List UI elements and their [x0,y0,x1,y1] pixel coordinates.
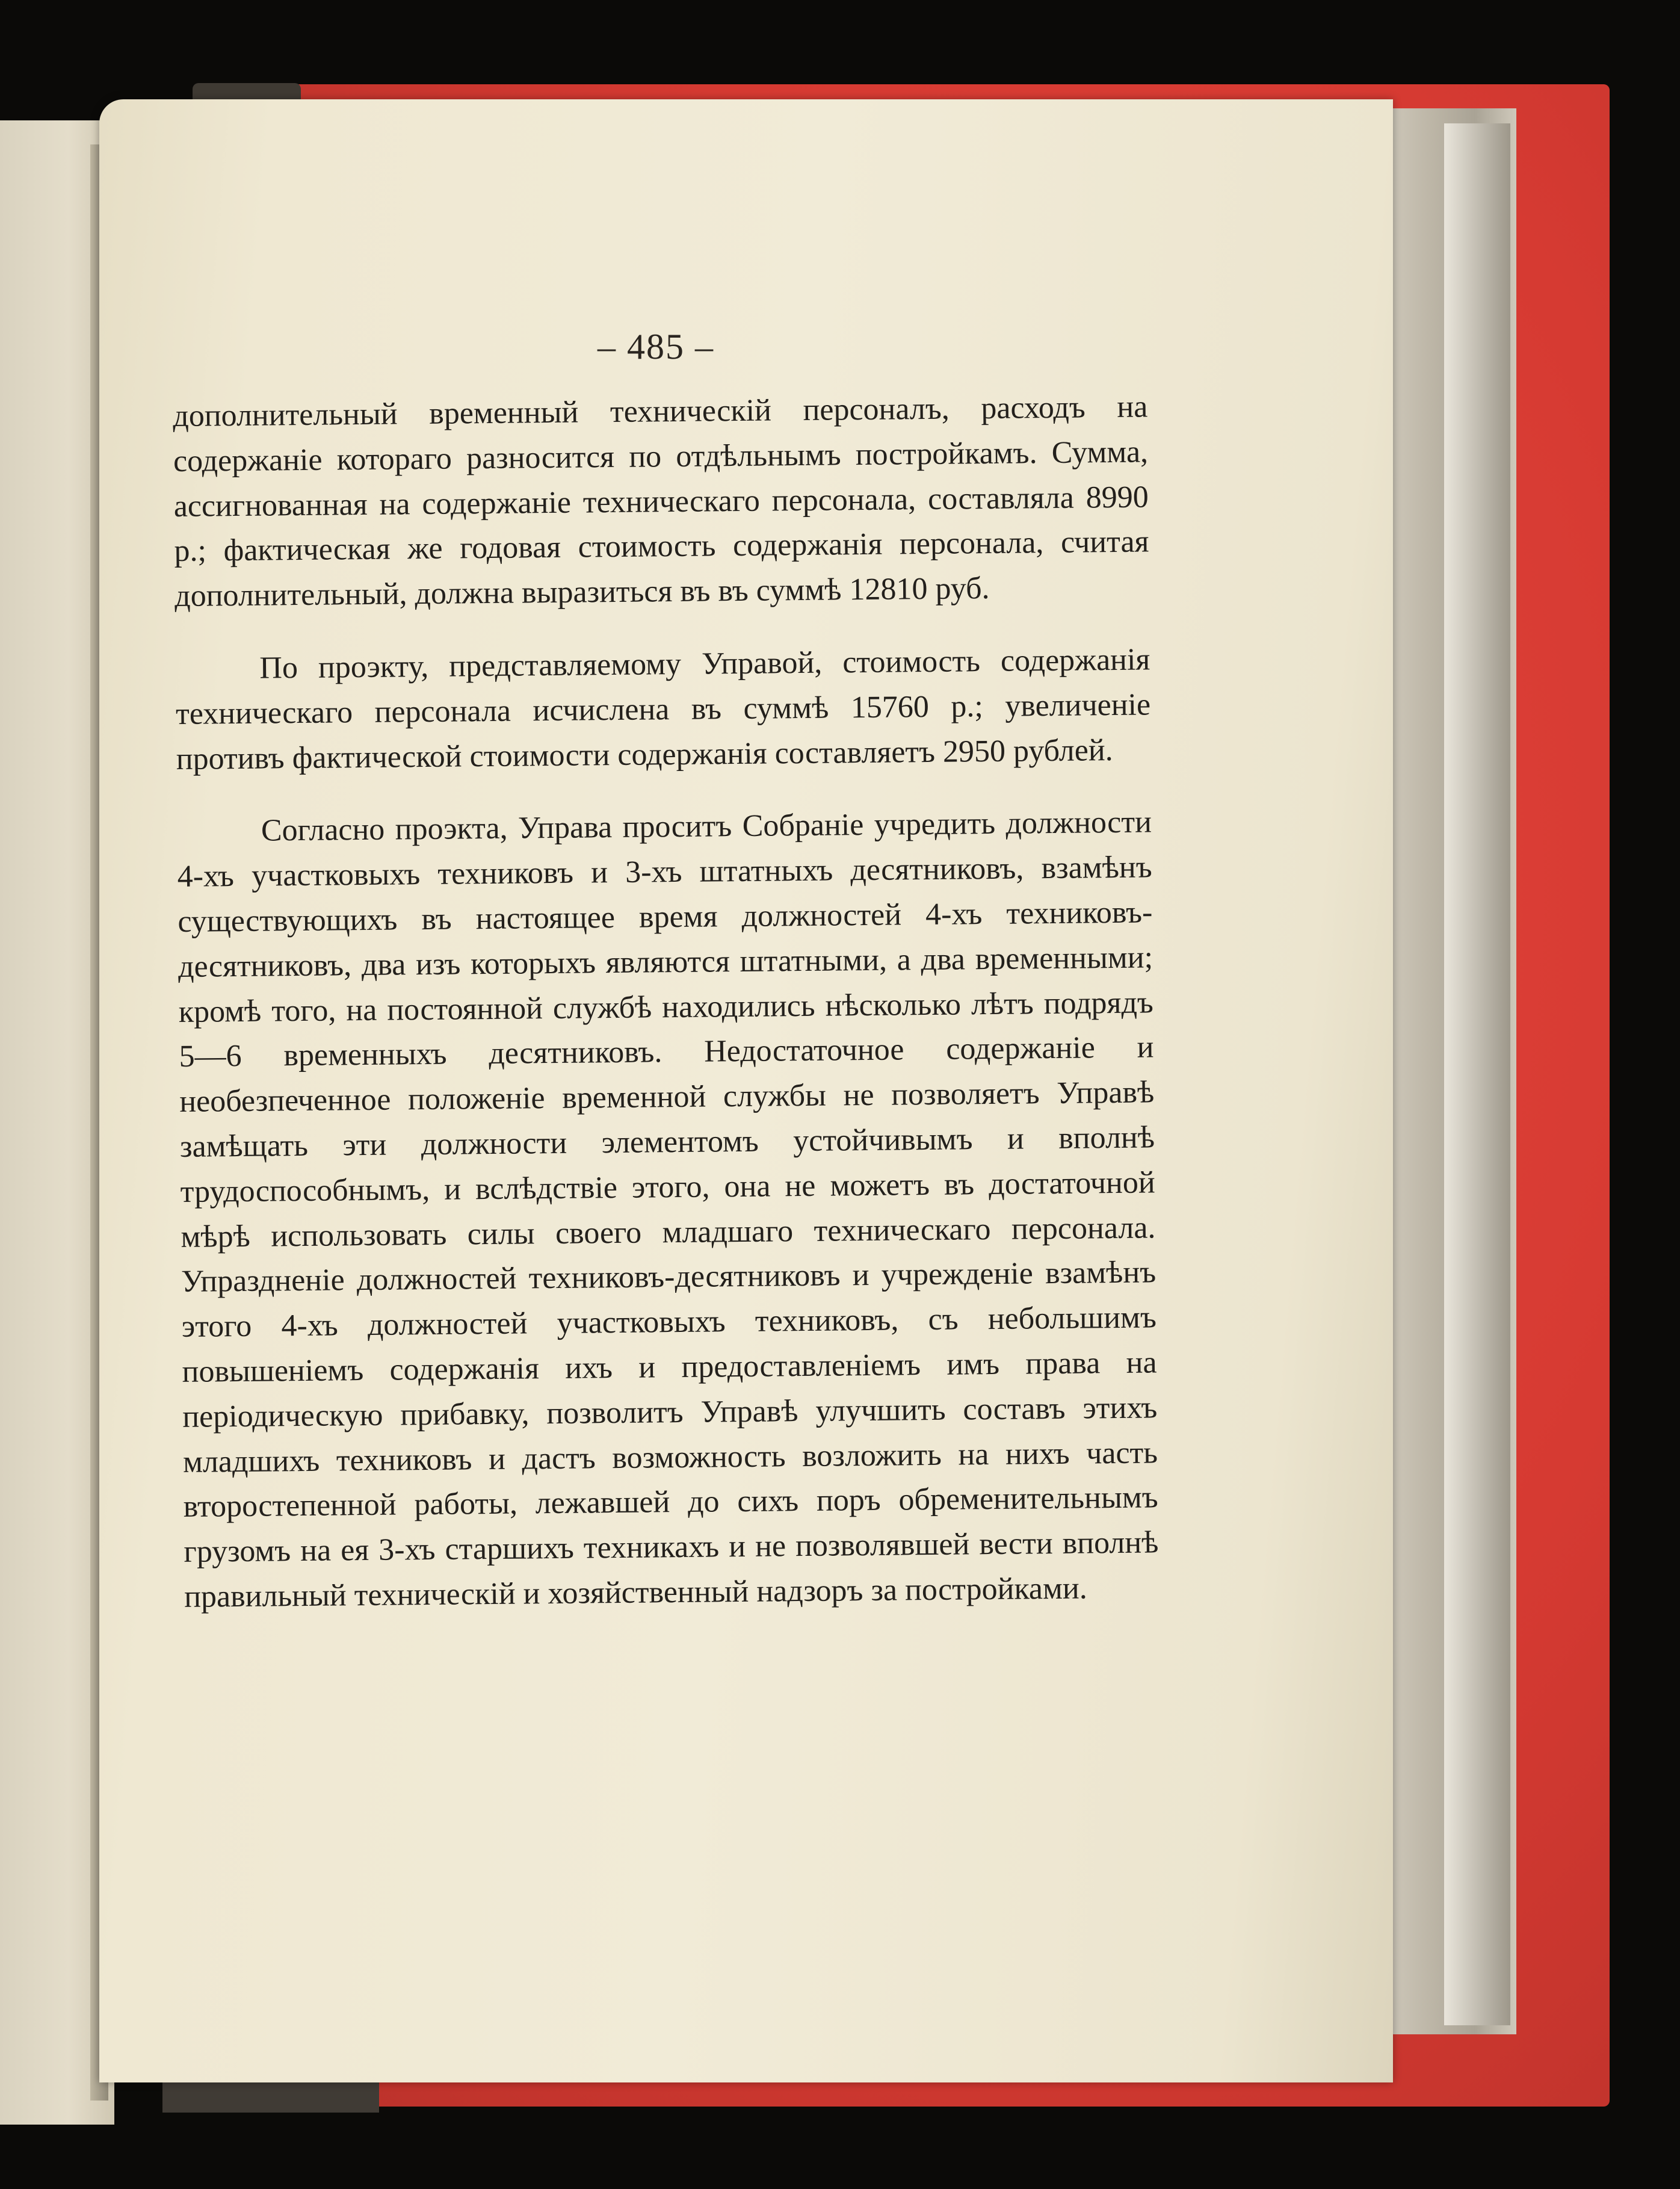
page-text [173,385,1159,1620]
page-number: – 485 – [598,327,714,367]
page-stack-highlight [1444,123,1510,2025]
paragraph: дополнительный временный техническій персоналъ, расходъ на содержаніе котораго разносится по отдѣльнымъ постройкамъ. Сумма, ассигнованная на содержаніе техническаго персонала, составляла 8990 р.; фактическая же годовая стоимость содержанія персонала, считая дополнительный, должна выразиться въ въ суммѣ 12810 руб. [173,389,1149,614]
paragraph: По проэкту, представляемому Управой, стоимость содержанія техническаго персонала исчислена въ суммѣ 15760 р.; увеличеніе противъ фактической стоимости содержанія составляетъ 2950 рублей. [175,642,1151,776]
paragraph: Согласно проэкта, Управа проситъ Собраніе учредить должности 4-хъ участковыхъ техниковъ и 3-хъ штатныхъ десятниковъ, взамѣнъ существующихъ въ настоящее время должностей 4-хъ техниковъ-десятниковъ, два изъ которыхъ являются штатными, а два временными; кромѣ того, на постоянной службѣ находились нѣсколько лѣтъ подрядъ 5—6 временныхъ десятниковъ. Недостаточное содержаніе и необезпеченное положеніе временной службы не позволяетъ Управѣ замѣщать эти должности элементомъ устойчивымъ и вполнѣ трудоспособнымъ, и вслѣдствіе этого, она не можетъ въ достаточной мѣрѣ использовать силы своего младшаго техническаго персонала. Упраздненіе должностей техниковъ-десятниковъ и учрежденіе взамѣнъ этого 4-хъ должностей участковыхъ техниковъ, съ небольшимъ повышеніемъ содержанія ихъ и предоставленіемъ имъ права на періодическую прибавку, позволитъ Управѣ улучшить составъ этихъ младшихъ техниковъ и дастъ возможность возложить на нихъ часть второстепенной работы, лежавшей до сихъ поръ обременительнымъ грузомъ на ея 3-хъ старшихъ техникахъ и не позволявшей вести вполнѣ правильный техническій и хозяйственный надзоръ за постройками. [177,805,1159,1614]
